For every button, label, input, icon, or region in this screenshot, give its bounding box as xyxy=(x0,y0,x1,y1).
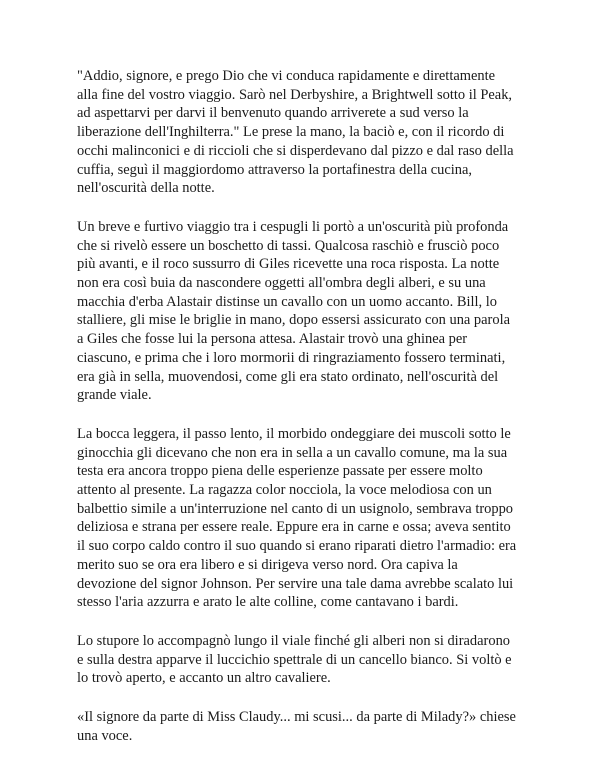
paragraph-3: La bocca leggera, il passo lento, il morbido ondeggiare dei muscoli sotto le ginocchia gli dicevano che non era in sella a un cavallo comune, ma la sua testa era ancora troppo piena delle esperienze passate per essere molto attento al presente. La ragazza color nocciola, la voce melodiosa con un balbettio simile a un'interruzione nel canto di un usignolo, sembrava troppo deliziosa e strana per essere reale. Eppure era in carne e ossa; aveva sentito il suo corpo caldo contro il suo quando si erano riparati dietro l'armadio: era merito suo se ora era libero e si dirigeva verso nord. Ora capiva la devozione del signor Johnson. Per servire una tale dama avrebbe scalato lui stesso l'aria azzurra e arato le alte colline, come cantavano i bardi. xyxy=(77,425,517,611)
paragraph-1: "Addio, signore, e prego Dio che vi conduca rapidamente e direttamente alla fine del vostro viaggio. Sarò nel Derbyshire, a Brightwell sotto il Peak, ad aspettarvi per darvi il benvenuto quando arriverete a sud verso la liberazione dell'Inghilterra." Le prese la mano, la baciò e, con il ricordo di occhi malinconici e di riccioli che si disperdevano dal pizzo e dal raso della cuffia, seguì il maggiordomo attraverso la portafinestra della cucina, nell'oscurità della notte. xyxy=(77,68,514,197)
paragraph-5: «Il signore da parte di Miss Claudy... mi scusi... da parte di Milady?» chiese una voce. xyxy=(77,709,516,744)
paragraph-2: Un breve e furtivo viaggio tra i cespugli li portò a un'oscurità più profonda che si rivelò essere un boschetto di tassi. Qualcosa raschiò e frusciò poco più avanti, e il roco sussurro di Giles ricevette una roca risposta. La notte non era così buia da nascondere oggetti all'ombra degli alberi, e su una macchia d'erba Alastair distinse un cavallo con un uomo accanto. Bill, lo stalliere, gli mise le briglie in mano, dopo essersi assicurato con una parola a Giles che fosse lui la persona attesa. Alastair trovò una ghinea per ciascuno, e prima che i loro mormorii di ringraziamento fossero terminati, era già in sella, muovendosi, come gli era stato ordinato, nell'oscurità del grande viale. xyxy=(77,218,511,404)
paragraph-4: Lo stupore lo accompagnò lungo il viale finché gli alberi non si diradarono e sulla destra apparve il luccichio spettrale di un cancello bianco. Si voltò e lo trovò aperto, e accanto un altro cavaliere. xyxy=(77,632,512,687)
